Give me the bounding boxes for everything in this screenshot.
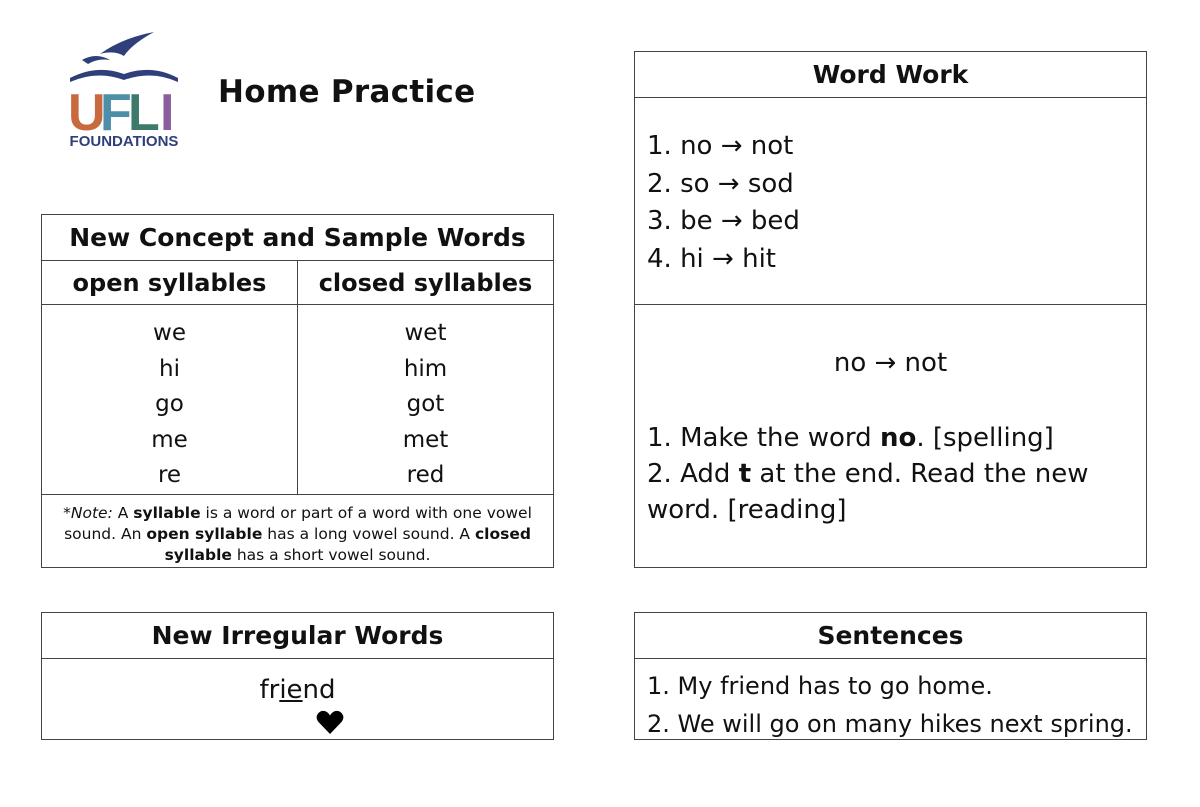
- word: re: [157, 462, 182, 488]
- word: wet: [404, 320, 447, 346]
- irregular-word: friend: [259, 675, 336, 705]
- word: met: [402, 426, 449, 453]
- list-item: 1. no → not: [647, 131, 794, 161]
- list-item: 4. hi → hit: [647, 243, 776, 274]
- ufli-foundations-logo: [62, 30, 187, 152]
- heart-icon: [316, 709, 344, 735]
- sentence-list: [635, 659, 1146, 743]
- word: me: [151, 426, 188, 453]
- word: red: [406, 462, 445, 488]
- syllable-note: *Note: A syllable is a word or part of a word with one vowel sound. An open syllable has a long vowel sound. A closed syllable has a short vowel sound.: [63, 504, 532, 564]
- word: we: [153, 320, 186, 346]
- concept-column-headers: [42, 261, 553, 305]
- step-1: 1. Make the word no. [spelling]: [647, 423, 1054, 453]
- example-word-change: no → not: [833, 348, 948, 378]
- closed-syllables-header: closed syllables: [318, 269, 533, 297]
- word-work-box: [634, 51, 1147, 568]
- word-work-steps: [635, 420, 1146, 528]
- sentences-box: [634, 612, 1147, 740]
- step-2: 2. Add t at the end. Read the new word. [reading]: [647, 459, 1089, 525]
- word: hi: [159, 355, 180, 382]
- concept-title: New Concept and Sample Words: [42, 215, 553, 261]
- list-item: 2. so → sod: [647, 168, 794, 199]
- open-syllables-header: open syllables: [42, 261, 298, 304]
- logo-u: U: [68, 84, 106, 142]
- concept-word-columns: [42, 305, 553, 495]
- closed-syllable-words: [298, 305, 553, 494]
- word: go: [155, 391, 184, 417]
- logo-f: F: [100, 84, 132, 142]
- irregular-words-box: [41, 612, 554, 740]
- irregular-words-title: New Irregular Words: [42, 613, 553, 659]
- logo-l: L: [128, 84, 160, 142]
- sentence: 2. We will go on many hikes next spring.: [647, 710, 1133, 738]
- logo-i: I: [160, 84, 175, 142]
- logo-subtext: FOUNDATIONS: [69, 133, 179, 150]
- page-title: Home Practice: [218, 74, 476, 110]
- sentences-title: Sentences: [635, 613, 1146, 659]
- word: got: [406, 391, 445, 417]
- open-syllable-words: [42, 305, 298, 494]
- word: him: [403, 355, 448, 382]
- word-chain-list: [635, 98, 1146, 305]
- sentence: 1. My friend has to go home.: [647, 672, 993, 700]
- list-item: 3. be → bed: [647, 206, 800, 236]
- concept-table: [41, 214, 554, 568]
- word-work-title: Word Work: [635, 52, 1146, 98]
